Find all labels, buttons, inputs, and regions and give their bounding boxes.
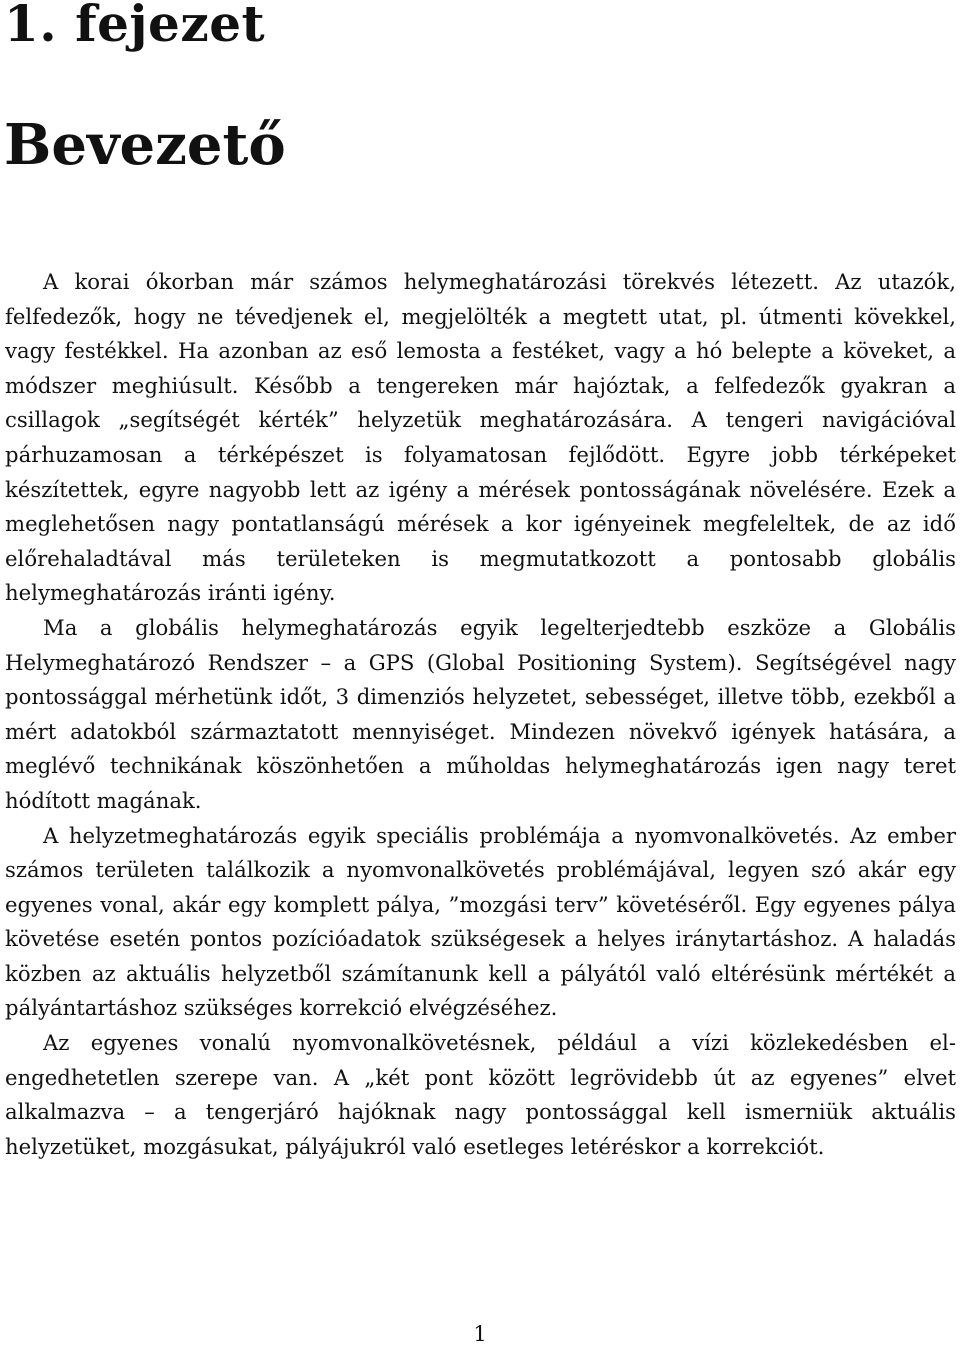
page-number: 1 [473,1322,487,1346]
paragraph-straight-line: Az egyenes vonalú nyomvonalkövetésnek, például a vízi közlekedésben elengedhetetlen szerepe van. A „két pont között legrövidebb út az egyenes” elvet alkalmazva – a tengerjáró hajóknak nagy pontossággal kell ismerniük aktuális helyzetüket, mozgásukat, pályájukról való esetleges letéréskor a korrekciót. [5,1030,956,1159]
paragraph-track-following: A helyzetmeghatározás egyik speciális problémája a nyomvonalkövetés. Az ember számos területen találkozik a nyomvonalkövetés problémájával, legyen szó akár egy egyenes vonal, akár egy komplett pálya, ”mozgási terv” követéséről. Egy egyenes pálya követése esetén pontos pozícióadatok szükségesek a helyes iránytartáshoz. A haladás közben az aktuális helyzetből számítanunk kell a pályától való eltérésünk mértékét a pályántartáshoz szükséges korrekció elvégzéséhez. [5,822,956,1021]
paragraph-intro: A korai ókorban már számos helymeghatározási törekvés létezett. Az utazók, felfedezők, hogy ne tévedjenek el, megjelölték a megtett utat, pl. útmenti kövekkel, vagy festékkel. Ha azonban az eső lemosta a festéket, vagy a hó belepte a köveket, a módszer meghiúsult. Később a tengereken már hajóztak, a felfedezők gyakran a csillagok „segítségét kérték” helyzetük meghatározására. A tengeri navigációval párhuzamosan a térképészet is folyamatosan fejlődött. Egyre jobb térképeket készítettek, egyre nagyobb lett az igény a mérések pontosságának növelésére. Ezek a meglehetősen nagy pontatlanságú mérések a kor igényeinek megfeleltek, de az idő előrehaladtával más területeken is megmutatkozott a pontosabb globális helymeghatározás iránti igény. [5,269,956,606]
paragraph-gps: Ma a globális helymeghatározás egyik legelterjedtebb eszköze a Globális Helymeghatározó Rendszer – a GPS (Global Positioning System). Segítségével nagy pontossággal mérhetünk időt, 3 dimenziós helyzetet, sebességet, illetve több, ezekből a mért adatokból származtatott mennyiséget. Mindezen növekvő igények hatására, a meglévő technikának köszönhetően a műholdas helymeghatározás igen nagy teret hódított magának. [5,614,956,813]
body-text [5,265,956,1164]
chapter-label: 1. fejezet [4,0,266,53]
chapter-title: Bevezető [4,112,286,178]
